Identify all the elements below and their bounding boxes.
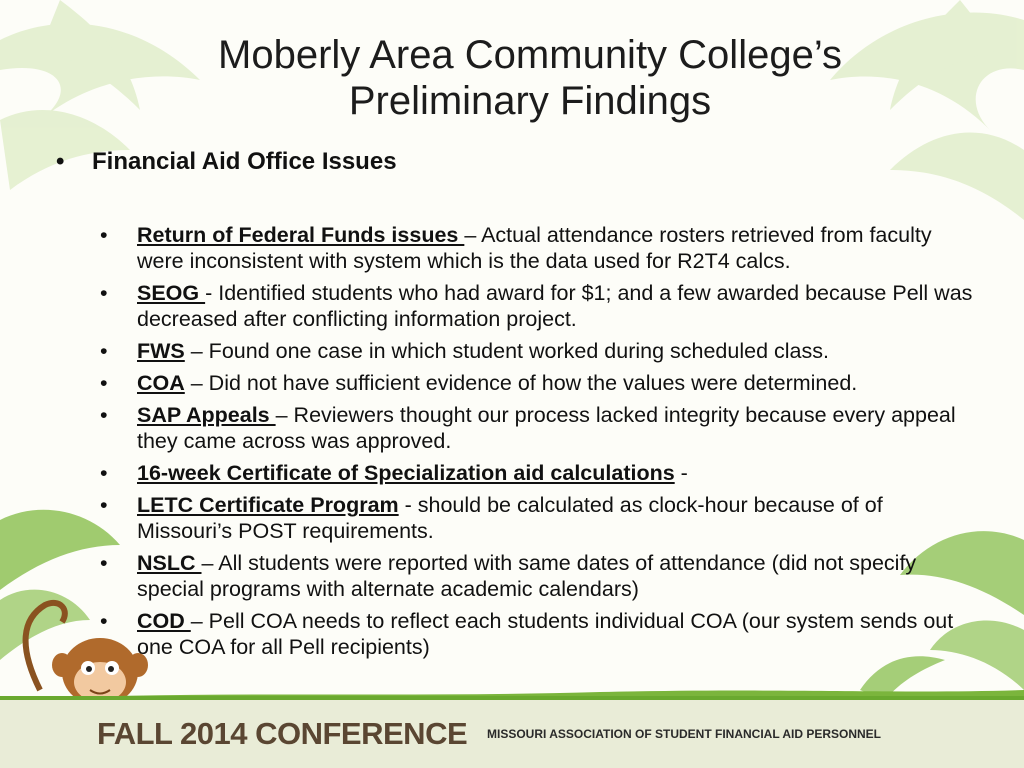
title-line-1: Moberly Area Community College’s (218, 33, 842, 77)
bullet-dot-icon: • (100, 403, 108, 427)
findings-list (100, 222, 980, 666)
bullet-dot-icon: • (100, 281, 108, 305)
level1-bullet-text: Financial Aid Office Issues (92, 148, 397, 175)
item-text: – Did not have sufficient evidence of how the values were determined. (184, 371, 858, 395)
item-text: – Found one case in which student worked during scheduled class. (184, 339, 829, 363)
bullet-dot-icon: • (100, 371, 108, 395)
item-text: – Reviewers thought our process lacked integrity because every appeal they came across was approved. (137, 403, 956, 453)
list-item (100, 402, 980, 454)
list-item (100, 608, 980, 660)
title-line-2: Preliminary Findings (348, 79, 712, 123)
item-text: - (674, 461, 688, 485)
bullet-dot-icon: • (56, 148, 65, 175)
bullet-dot-icon: • (100, 493, 108, 517)
list-item (100, 222, 980, 274)
item-heading: NSLC (137, 551, 202, 575)
item-heading: SAP Appeals (137, 403, 276, 427)
bullet-dot-icon: • (100, 461, 108, 485)
item-heading: Return of Federal Funds issues (137, 223, 465, 247)
item-text: – Actual attendance rosters retrieved from faculty were inconsistent with system which is the data used for R2T4 calcs. (137, 223, 932, 273)
item-heading: SEOG (137, 281, 206, 305)
list-item (100, 370, 980, 396)
item-heading: FWS (137, 339, 185, 363)
list-item (100, 460, 980, 486)
bullet-dot-icon: • (100, 609, 108, 633)
item-text: – Pell COA needs to reflect each students individual COA (our system sends out one COA for all Pell recipients) (137, 609, 954, 659)
bullet-dot-icon: • (100, 223, 108, 247)
item-text: - should be calculated as clock-hour because of of Missouri’s POST requirements. (137, 493, 883, 543)
bullet-dot-icon: • (100, 551, 108, 575)
slide-title (100, 32, 960, 124)
conference-title: FALL 2014 CONFERENCE (97, 716, 468, 751)
association-name: MISSOURI ASSOCIATION OF STUDENT FINANCIAL AID PERSONNEL (487, 727, 882, 741)
bullet-dot-icon: • (100, 339, 108, 363)
list-item (100, 280, 980, 332)
item-heading: 16-week Certificate of Specialization aid calculations (137, 461, 675, 485)
item-text: - Identified students who had award for $1; and a few awarded because Pell was decreased after conflicting information project. (137, 281, 973, 331)
item-text: – All students were reported with same dates of attendance (did not specify special programs with alternate academic calendars) (137, 551, 917, 601)
list-item (100, 550, 980, 602)
list-item (100, 338, 980, 364)
item-heading: COA (137, 371, 185, 395)
list-item (100, 492, 980, 544)
item-heading: COD (137, 609, 191, 633)
item-heading: LETC Certificate Program (137, 493, 399, 517)
